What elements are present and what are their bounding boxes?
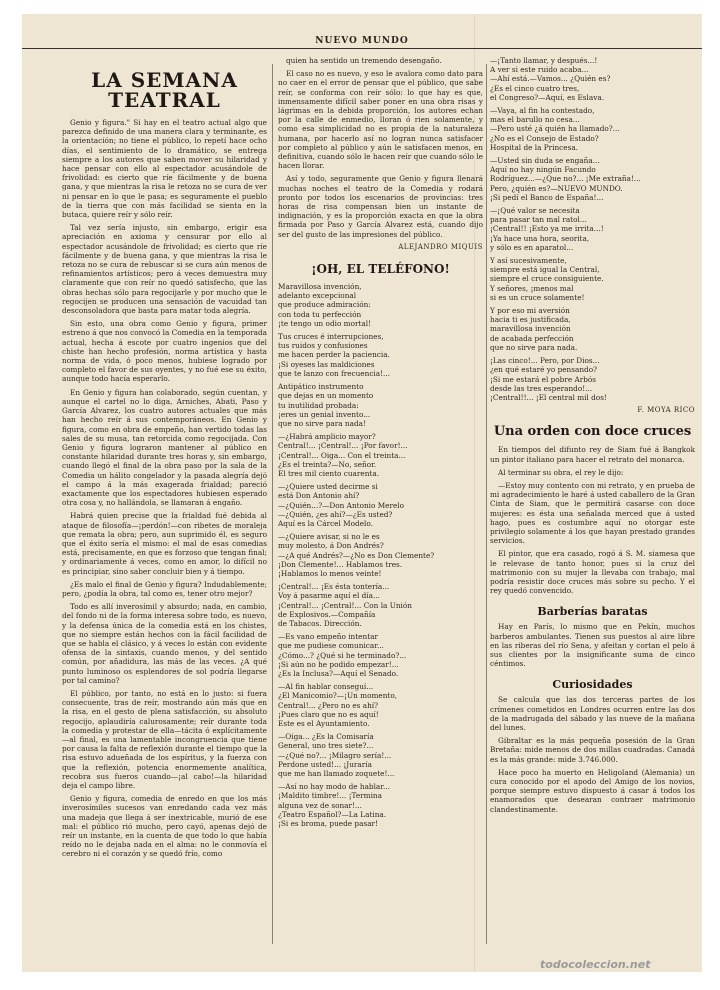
paragraph: Tal vez sería injusto, sin embargo, erigir esa apreciación en axioma y censurar por ello al espectador acusándole de frivolidad; es cierto que ríe fácilmente y de buena gana, y que mientras la risa le retoza no se cura de rebuscar si se cura aún menos de refinamientos artísticos; pero á veces demuestra muy claramente que con reír no quedó satisfecho, que las obras hechas sólo para regocijarle y por mucho que le regocijen se producen una sensación de vacuidad tan desconsoladora que basta para matar toda alegría. — [62, 223, 267, 316]
paragraph: El caso no es nuevo, y eso le avalora como dato para no caer en el error de pensar que el público, que sabe reír, se conforma con reír sólo: lo que hay es que, inmensamente difícil saber poner en una obra risas y lágrimas en la debida proporción, los autores echan por la calle de enmedio, lloran ó rien solamente, y como esa simplicidad no es propia de la naturaleza humana, por hacerlo así no logran nunca satisfacer por completo al público y aún le satisfacen menos, en definitiva, cuando sólo le hacen reír que cuando sólo le hacen llorar. — [278, 69, 483, 171]
paragraph: —Estoy muy contento con mi retrato, y en prueba de mi agradecimiento le haré á usted caballero de la Gran Cinta de Siam, que le permitirá casarse con doce mujeres: es ésta una señalada merced que á usted hago, pues es costumbre aquí no otorgar este privilegio solamente á los que hayan prestado grandes servicios. — [490, 480, 695, 546]
paragraph: Sin esto, una obra como Genio y figura, primer estreno á que nos convocó la Comedia en la temporada actual, hecha á escote por cuatro ingenios que del chiste han hecho profesión, norma artística y hasta norma de vida, ó poco menos, hubiese logrado por completo el favor de sus oyentes, y no fué ese su éxito, aunque todo hacía esperarlo. — [62, 319, 267, 384]
paragraph: ¿Es malo el final de Genio y figura? Indudablemente; pero, ¿podía la obra, tal como es, tener otro mejor? — [62, 579, 267, 598]
stanza: Y por eso mi aversión hacia ti es justificada, maravillosa invención de acabada perfección que no sirve para nada. — [490, 306, 578, 352]
watermark: todocoleccion.net — [540, 958, 651, 971]
paragraph: quien ha sentido un tremendo desengaño. — [286, 56, 442, 65]
column-3 — [490, 56, 695, 956]
stanza: —¿Quiere avisar, si no le es muy molesto, á Don Andrés? —¿A qué Andrés?—¿No es Don Clemente? ¡Don Clemente!... Hablamos tres. ¡Hablamos lo menos veinte! — [278, 532, 435, 578]
stanza: —Es vano empeño intentar que me pudiese comunicar... ¿Cómo...? ¿Qué si he terminado?... ¡Si aún no he podido empezar!... ¿Es la Inclusa?—Aquí el Senado. — [278, 632, 407, 678]
paragraph: El público, por tanto, no está en lo justo: si fuera consecuente, tras de reír, mostrando aún más que en la risa, en el gesto de plena satisfacción, su absoluto regocijo, aplaudiría calurosamente; reír durante toda la comedia y protestar de ella—tácita ó explícitamente—al final, es una lamentable incongruencia que tiene por causa la falta de reflexión durante el tiempo que la risa estuvo adueñada de los espíritus, y la fuerza con que la reflexión, potencia enormemente analítica, recobra sus fueros cuando—¡al cabo!—la hilaridad deja el campo libre. — [62, 688, 267, 791]
stanza: —Así no hay modo de hablar... ¡Maldito timbre!... ¡Termina alguna vez de sonar!... ¿Teatro Español?—La Latina. ¡Si es broma, puede pasar! — [278, 782, 390, 829]
article-title: Una orden con doce cruces — [493, 424, 692, 440]
column-1 — [62, 56, 267, 956]
stanza: Y así sucesivamente, siempre está igual la Central, siempre el cruce consiguiente. Y señores, ¡menos mal si es un cruce solamente! — [490, 256, 604, 302]
article-title: Curiosidades — [552, 678, 633, 692]
stanza: Maravillosa invención, adelanto excepcional que produce admiración: con toda tu perfección ¡te tengo un odio mortal! — [278, 282, 372, 328]
stanza: Antipático instrumento que dejas en un momento tu inutilidad probada: ¡eres un genial invento... que no sirve para nada! — [278, 382, 374, 428]
paragraph: Genio y figura, comedia de enredo en que los más inverosímiles sucesos van enredando cada vez más una madeja que llega á ser inextricable, murió de ese mal: el público rió mucho, pero cayó, apenas dejó de reír un instante, en la cuenta de que todo lo que había reído no le dejaba nada en el alma: no le conmovía el cerebro ni el corazón y se quedó frío, como — [62, 794, 267, 859]
paragraph: Gibraltar es la más pequeña posesión de la Gran Bretaña: mide menos de dos millas cuadradas. Canadá es la más grande: mide 3.746.000. — [490, 736, 695, 764]
stanza: —Vaya, al fin ha contestado, mas el barullo no cesa... —Pero usté ¿á quién ha llamado?... ¿No es el Consejo de Estado? Hospital de la Princesa. — [490, 106, 620, 152]
poem-title: ¡OH, EL TELÉFONO! — [311, 262, 450, 277]
stanza: —Al fin hablar conseguí... ¿El Manicomio?—¡Un momento, Central!... ¿Pero no es ahí? ¡Pues claro que no es aquí! Este es el Ayuntamiento. — [278, 682, 398, 728]
stanza: —Oiga... ¿Es la Comisaría General, uno tres siete?... —¿Qué no?... ¡Milagro sería!... Perdone usted!... ¡Juraría que me han llamado zoquete!... — [278, 732, 395, 779]
column-rule — [272, 64, 273, 944]
stanza: —¿Habrá amplicio mayor? Central!... ¡Central!... ¡Por favor!... ¡Central!... Oiga... Con el treinta... ¿Es el treinta?—No, señor. El tres mil ciento cuarenta. — [278, 432, 408, 478]
column-rule — [486, 64, 487, 944]
stanza: —¿Quiere usted decirme si está Don Antonio ahí? —¿Quién...?—Don Antonio Merelo —¿Quién, ¿es ahí?—¿Es usted? Aquí es la Cárcel Modelo. — [278, 482, 405, 528]
stanza: Tus cruces é interrupciones, tus ruidos y confusiones me hacen perder la paciencia. ¡Si oyeses las maldiciones que te lanzo con frecuencia!... — [278, 332, 390, 378]
paragraph: Al terminar su obra, el rey le dijo: — [498, 467, 624, 477]
newspaper-page — [22, 14, 702, 972]
author-signature: F. MOYA RICO — [637, 406, 695, 415]
paragraph: Hace poco ha muerto en Heligoland (Alemania) un cura conocido por el apodo del Amigo de los novios, porque siempre estuvo dispuesto á casar á todos los enamorados que desearan contraer matrimonio clandestinamente. — [490, 767, 695, 814]
paragraph: Así y todo, seguramente que Genio y figura llenará muchas noches el teatro de la Comedia y rodará pronto por todos los escenarios de provincias: tres horas de risa compensan bien un instante de indignación, y es la proporción exacta en que la obra firmada por Paso y García Alvarez está, cuando dijo ser del gusto de las impresiones del público. — [278, 174, 483, 239]
stanza: —Usted sin duda se engaña... Aquí no hay ningún Facundo Rodríguez...—¿Que no?... ¡Me extraña!... Pero, ¿quién es?—NUEVO MUNDO. ¡Si pedí el Banco de España!... — [490, 156, 641, 202]
paragraph: Hay en París, lo mismo que en Pekín, muchos barberos ambulantes. Tienen sus puestos al aire libre en las riberas del río Sena, y afeitan y cortan el pelo á sus clientes por la insignificante suma de cinco céntimos. — [490, 622, 695, 669]
article-title: Barberías baratas — [537, 605, 648, 619]
article-title: LA SEMANA TEATRAL — [91, 68, 238, 112]
paragraph: Genio y figura." Si hay en el teatro actual algo que parezca definido de una manera clara y terminante, es la orientación; no tiene el público, lo repetí hace ocho días, el sentimiento de lo dramático, se entrega siempre a los autores que saben mover su hilaridad y hace pensar con ello al espectador acusándole de frivolidad: es cierto que ríe fácilmente y de buena gana, y que mientras la risa le retoza no se cura de ver ni pensar en lo que le pasa; es seguramente el pueblo de la tierra que con más facilidad se sienta en la butaca, quiere reír y sólo reír. — [62, 118, 267, 220]
masthead: NUEVO MUNDO — [315, 36, 409, 46]
paragraph: En tiempos del difunto rey de Siam fué á Bangkok un pintor italiano para hacer el retrato del monarca. — [490, 445, 695, 464]
author-signature: ALEJANDRO MIQUIS — [398, 242, 483, 251]
page-header — [22, 14, 702, 49]
stanza: —¡Qué valor se necesita para pasar tan mal ratol... ¡Central!! ¡Esto ya me irrita...! ¡Ya hace una hora, seorita, y sólo es en aparatol... — [490, 206, 604, 252]
stanza: ¡Central!... ¡Es ésta tontería... Voy á pasarme aquí el día... ¡Central!... ¡Central!... Con la Unión de Explosivos.—Compañía de Tabacos. Dirección. — [278, 582, 412, 628]
paragraph: Se calcula que las dos terceras partes de los crímenes cometidos en Londres ocurren entre las dos de la madrugada del sábado y las nueve de la mañana del lunes. — [490, 695, 695, 732]
paragraph: En Genio y figura han colaborado, según cuentan, y aunque el cartel no lo diga, Arniches, Abati, Paso y García Alvarez, los cuatro autores actuales que más han hecho reír á sus contemporáneos. En Genio y figura, como en obra de empeño, han vertido todas las sales de su musa, tan retorcida como regocijada. Con Genio y figura lograron mantener al público en constante hilaridad durante tres horas y, sin embargo, cuando llegó el final de la obra paso por la sala de la Comedia un hálito congelador y la pasada alegría dejó el campo á la más exagerada frialdad; pareció exactamente que los espectadores hubiesen esperado otra cosa y, no hallándola, se llamaran á engaño. — [62, 387, 267, 508]
stanza: ¡Las cinco!... Pero, por Dios... ¿en qué estaré yo pensando? ¡Si me estará el pobre Arbós desde las tres esperando!... ¡Central!!... ¡El central mil dos! — [490, 356, 607, 402]
stanza: —¡Tanto llamar, y después...! A ver si este ruido acaba... —Ahí está.—Vamos... ¿Quién es? ¿Es el cinco cuatro tres, el Congreso?—Aquí, es Eslava. — [490, 56, 611, 102]
column-2 — [278, 56, 483, 956]
paragraph: Habrá quien precise que la frialdad fué debida al ataque de filosofía—¡perdón!—con ribetes de moraleja que remata la obra; pero, aun suprimido él, es seguro que el éxito sería el mismo: el mal de esas comedias está, precisamente, en que es forzoso que tengan final; y ordinariamente á veces, como en amor, lo difícil no es principiar, sino saber concluir bien y á tiempo. — [62, 511, 267, 576]
paragraph: El pintor, que era casado, rogó á S. M. siamesa que le relevase de tanto honor, pues si la cruz del matrimonio con su mujer la llevaba con trabajo, mal podría resistir doce cruces más sobre su pecho. Y el rey quedó convencido. — [490, 549, 695, 596]
paragraph: Todo es allí inverosímil y absurdo; nada, en cambio, del fondo ni de la forma interesa sobre todo, es nuevo, y la defensa única de la comedia está en los chistes, que no siempre están hechos con la fácil facilidad de que se habla el clásico, y á veces lo están con evidente ofensa de la sintaxis, cuando menos, y del sentido común, por añadidura, las más de las veces. ¿A qué punto luminoso os esplendores de sol podría llegarse por tal camino? — [62, 602, 267, 685]
